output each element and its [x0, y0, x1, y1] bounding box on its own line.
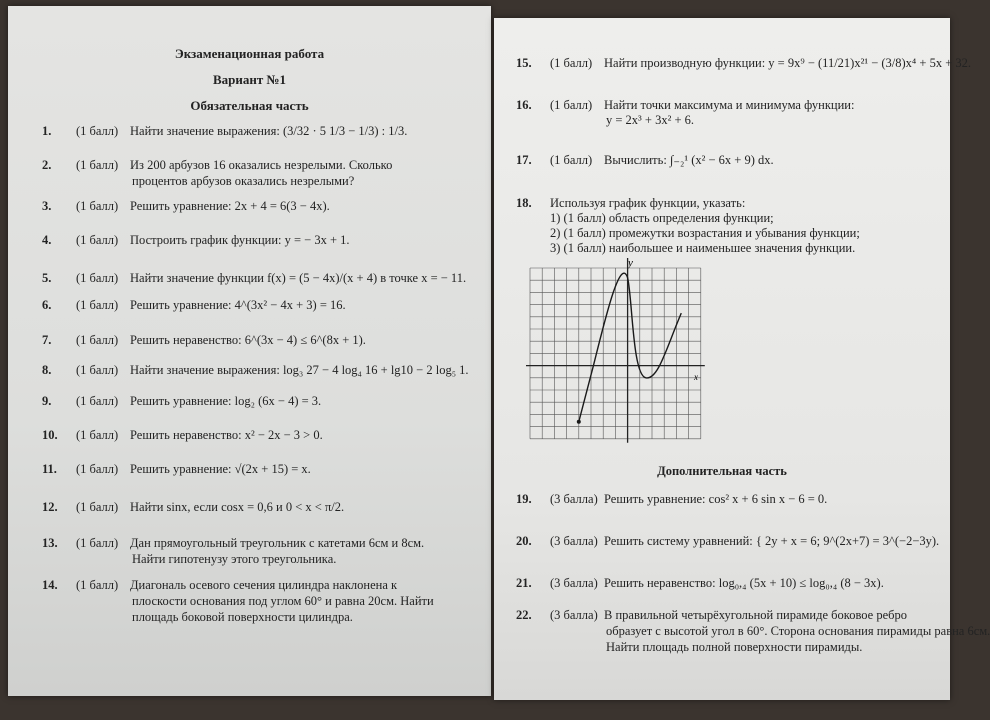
problem-text: Найти значение функции f(x) = (5 − 4x)/(x + 4) в точке x = − 11.: [130, 271, 467, 285]
exam-title: Экзаменационная работа: [174, 46, 325, 61]
problem-points: (1 балл): [76, 578, 119, 592]
problem-text: Найти точки максимума и минимума функции:: [604, 98, 855, 112]
problem-text: Решить неравенство: x² − 2x − 3 > 0.: [130, 428, 323, 442]
problem-number: 16.: [516, 98, 532, 112]
problem-number: 1.: [42, 124, 52, 138]
problem-points: (1 балл): [550, 56, 593, 70]
problem-number: 10.: [42, 428, 58, 442]
problem-text: Решить неравенство: 6^(3x − 4) ≤ 6^(8x + 1).: [130, 333, 366, 347]
problem-text: Найти площадь полной поверхности пирамиды.: [606, 640, 863, 654]
problem-text: Найти значение выражения: log₃ 27 − 4 log₄ 16 + lg10 − 2 log₅ 1.: [130, 363, 469, 377]
problem-text: Построить график функции: y = − 3x + 1.: [130, 233, 350, 247]
function-graph: [524, 256, 704, 446]
problem-number: 5.: [42, 271, 52, 285]
problem-text: Найти sinx, если cosx = 0,6 и 0 < x < π/2.: [130, 500, 345, 514]
problem-points: (1 балл): [76, 199, 119, 213]
problem-text: Диагональ осевого сечения цилиндра наклонена к: [130, 578, 398, 592]
problem-points: (1 балл): [76, 298, 119, 312]
section-title-additional: Дополнительная часть: [657, 464, 787, 478]
problem-number: 15.: [516, 56, 532, 70]
problem-text: Дан прямоугольный треугольник с катетами 6см и 8см.: [130, 536, 425, 550]
problem-text: Решить систему уравнений: { 2y + x = 6; 9^(2x+7) = 3^(−2−3y).: [604, 534, 940, 548]
problem-text: Решить неравенство: log₀,₄ (5x + 10) ≤ log₀,₄ (8 − 3x).: [604, 576, 884, 590]
problem-points: (1 балл): [76, 536, 119, 550]
problem-text: Используя график функции, указать:: [550, 196, 746, 210]
problem-points: (1 балл): [76, 233, 119, 247]
problem-text: Решить уравнение: 4^(3x² − 4x + 3) = 16.: [130, 298, 346, 312]
problem-number: 20.: [516, 534, 532, 548]
problem-text: Найти гипотенузу этого треугольника.: [132, 552, 337, 566]
problem-points: (1 балл): [76, 394, 119, 408]
graph-y-axis-label: y: [628, 257, 633, 269]
problem-text: Решить уравнение: 2x + 4 = 6(3 − 4x).: [130, 199, 330, 213]
problem-points: (1 балл): [76, 271, 119, 285]
problem-number: 3.: [42, 199, 52, 213]
problem-text: Вычислить: ∫₋₂¹ (x² − 6x + 9) dx.: [604, 153, 774, 167]
problem-number: 4.: [42, 233, 52, 247]
problem-number: 21.: [516, 576, 532, 590]
problem-number: 11.: [42, 462, 57, 476]
problem-points: (1 балл): [76, 363, 119, 377]
problem-text: процентов арбузов оказались незрелыми?: [132, 174, 355, 188]
problem-points: (1 балл): [550, 153, 593, 167]
problem-text: 2) (1 балл) промежутки возрастания и убывания функции;: [550, 226, 860, 240]
problem-points: (3 балла): [550, 492, 598, 506]
exam-page-right: [494, 18, 990, 700]
problem-points: (1 балл): [76, 500, 119, 514]
problem-number: 9.: [42, 394, 52, 408]
problem-points: (3 балла): [550, 534, 598, 548]
problem-number: 19.: [516, 492, 532, 506]
problem-text: Найти производную функции: y = 9x⁹ − (11/21)x²¹ − (3/8)x⁴ + 5x + 32.: [604, 56, 972, 70]
variant-label: Вариант №1: [212, 72, 287, 87]
problem-number: 17.: [516, 153, 532, 167]
problem-number: 8.: [42, 363, 52, 377]
problem-number: 6.: [42, 298, 52, 312]
problem-number: 14.: [42, 578, 58, 592]
problem-points: (1 балл): [76, 124, 119, 138]
problem-number: 18.: [516, 196, 532, 210]
problem-number: 7.: [42, 333, 52, 347]
problem-points: (1 балл): [76, 333, 119, 347]
problem-points: (1 балл): [76, 158, 119, 172]
problem-text: Найти значение выражения: (3/32 · 5 1/3 − 1/3) : 1/3.: [130, 124, 408, 138]
problem-text: 3) (1 балл) наибольшее и наименьшее значения функции.: [550, 241, 856, 255]
exam-page-left: [8, 6, 491, 696]
problem-text: Решить уравнение: cos² x + 6 sin x − 6 = 0.: [604, 492, 828, 506]
problem-text: Решить уравнение: log₂ (6x − 4) = 3.: [130, 394, 322, 408]
problem-number: 2.: [42, 158, 52, 172]
function-curve: [579, 273, 681, 422]
problem-text: образует с высотой угол в 60°. Сторона основания пирамиды равна 6см.: [606, 624, 990, 638]
problem-text: 1) (1 балл) область определения функции;: [550, 211, 774, 225]
problem-text: y = 2x³ + 3x² + 6.: [606, 113, 695, 127]
problem-number: 12.: [42, 500, 58, 514]
problem-text: В правильной четырёхугольной пирамиде боковое ребро: [604, 608, 908, 622]
problem-number: 13.: [42, 536, 58, 550]
problem-points: (1 балл): [76, 428, 119, 442]
problem-text: площадь боковой поверхности цилиндра.: [132, 610, 353, 624]
problem-text: плоскости основания под углом 60° и равна 20см. Найти: [132, 594, 434, 608]
problem-text: Решить уравнение: √(2x + 15) = x.: [130, 462, 311, 476]
problem-points: (1 балл): [76, 462, 119, 476]
problem-points: (3 балла): [550, 576, 598, 590]
problem-points: (1 балл): [550, 98, 593, 112]
problem-number: 22.: [516, 608, 532, 622]
problem-text: Из 200 арбузов 16 оказались незрелыми. Сколько: [130, 158, 393, 172]
problem-points: (3 балла): [550, 608, 598, 622]
graph-x-axis-label: x: [694, 372, 698, 382]
curve-start-point: [577, 420, 581, 424]
section-title-required: Обязательная часть: [190, 98, 309, 113]
